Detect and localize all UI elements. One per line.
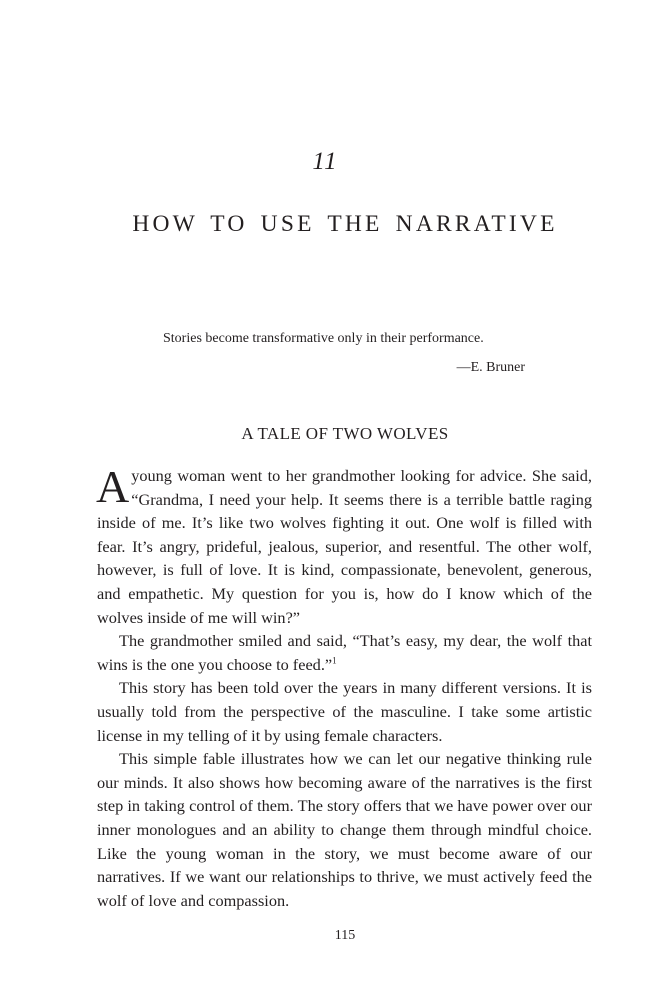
page-number: 115 [334,928,356,943]
paragraph-2 [97,629,592,676]
footnote-reference[interactable]: 1 [332,655,337,666]
paragraph-1-text: young woman went to her grandmother looking for advice. She said, “Grandma, I need your help. It seems there is a terrible battle raging inside of me. It’s like two wolves fighting it out. One wolf is filled with fear. It’s angry, prideful, jealous, superior, and resentful. The other wolf, however, is full of love. It is kind, compassionate, benevolent, generous, and empathetic. My question for you is, how do I know which of the wolves inside of me will win?” [97,466,592,627]
chapter-number: 11 [312,148,338,175]
paragraph-3: This story has been told over the years in many different versions. It is usually told from the perspective of the masculine. I take some artistic license in my telling of it by using female characters. [97,678,592,745]
drop-cap: A [96,461,130,512]
epigraph-quote: Stories become transformative only in their performance. [163,331,484,346]
body-text [96,461,592,912]
epigraph-attribution: —E. Bruner [456,360,525,375]
paragraph-4: This simple fable illustrates how we can let our negative thinking rule our minds. It also shows how becoming aware of the narratives is the first step in taking control of them. The story offers that we have power over our inner monologues and an ability to change them through mindful choice. Like the young woman in the story, we must become aware of our narratives. If we want our relationships to thrive, we must actively feed the wolf of love and compassion. [97,749,592,910]
chapter-title: HOW TO USE THE NARRATIVE [132,211,558,237]
paragraph-1 [96,461,592,629]
section-heading: A TALE OF TWO WOLVES [241,424,449,443]
paragraph-2-text: The grandmother smiled and said, “That’s easy, my dear, the wolf that wins is the one you choose to feed.” [97,631,592,674]
